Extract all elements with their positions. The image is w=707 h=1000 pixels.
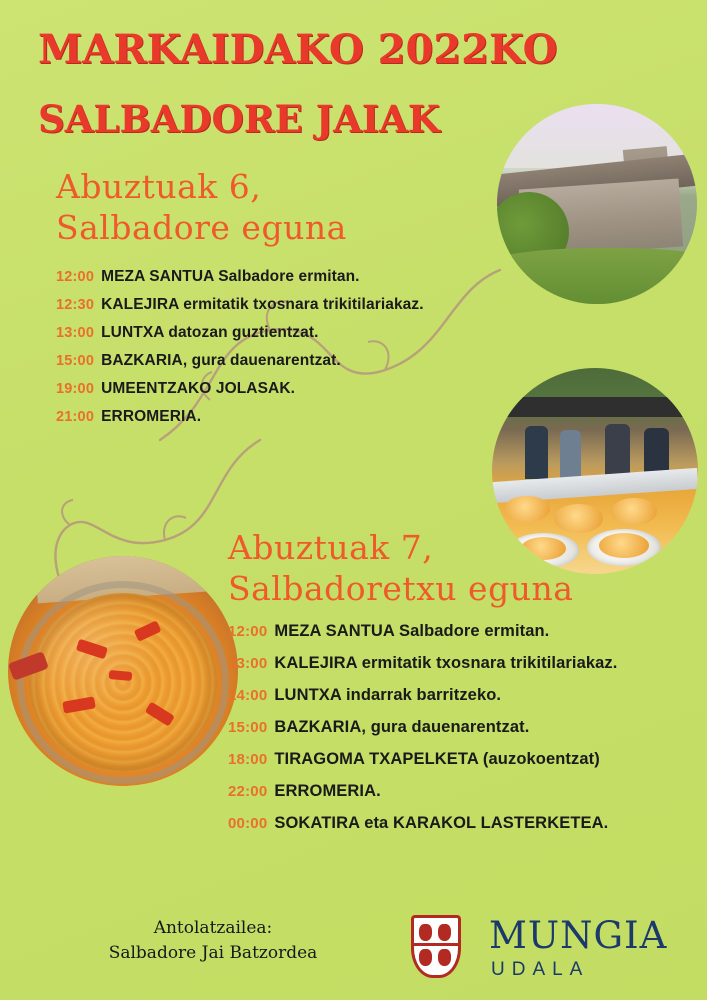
schedule-item: [56, 352, 496, 370]
page-title: MARKAIDAKO 2022KO: [38, 26, 558, 73]
schedule-item: [56, 380, 496, 398]
schedule-item: [56, 408, 496, 426]
schedule-time: 21:00: [56, 409, 95, 425]
schedule-time: 18:00: [228, 751, 268, 768]
schedule-time: 13:00: [56, 325, 95, 341]
schedule-time: 00:00: [228, 815, 268, 832]
schedule-time: 15:00: [228, 719, 268, 736]
day1-heading: [56, 166, 347, 249]
day2-heading: [228, 527, 573, 610]
day2-heading-line1: Abuztuak 7,: [228, 528, 434, 567]
organizer-name: Salbadore Jai Batzordea: [108, 942, 318, 963]
schedule-text: KALEJIRA ermitatik txosnara trikitilariakaz.: [101, 296, 424, 313]
day1-schedule: [56, 268, 496, 436]
day2-schedule: [228, 622, 678, 846]
schedule-time: 15:00: [56, 353, 95, 369]
schedule-item: [228, 814, 678, 833]
schedule-text: MEZA SANTUA Salbadore ermitan.: [274, 622, 550, 640]
schedule-item: [228, 686, 678, 705]
schedule-time: 13:00: [228, 655, 268, 672]
schedule-text: LUNTXA datozan guztientzat.: [101, 324, 319, 341]
schedule-time: 12:00: [228, 623, 268, 640]
brand-name: MUNGIA: [489, 914, 668, 957]
schedule-text: SOKATIRA eta KARAKOL LASTERKETEA.: [274, 814, 609, 832]
municipality-logo: [489, 914, 668, 981]
schedule-text: UMEENTZAKO JOLASAK.: [101, 380, 296, 397]
schedule-item: [56, 268, 496, 286]
schedule-text: BAZKARIA, gura dauenarentzat.: [274, 718, 530, 736]
schedule-text: MEZA SANTUA Salbadore ermitan.: [101, 268, 360, 285]
schedule-time: 22:00: [228, 783, 268, 800]
schedule-time: 19:00: [56, 381, 95, 397]
schedule-item: [228, 718, 678, 737]
schedule-item: [228, 750, 678, 769]
coat-of-arms-icon: [411, 915, 461, 978]
schedule-text: LUNTXA indarrak barritzeko.: [274, 686, 502, 704]
photo-hermitage: [497, 104, 697, 304]
day1-heading-line2: Salbadore eguna: [56, 208, 347, 248]
schedule-time: 12:00: [56, 269, 95, 285]
schedule-text: TIRAGOMA TXAPELKETA (auzokoentzat): [274, 750, 600, 768]
schedule-item: [228, 782, 678, 801]
schedule-time: 14:00: [228, 687, 268, 704]
organizer-label: Antolatzailea:: [153, 918, 273, 938]
schedule-text: KALEJIRA ermitatik txosnara trikitilariakaz.: [274, 654, 618, 672]
schedule-item: [56, 324, 496, 342]
schedule-item: [228, 622, 678, 641]
photo-paella: [8, 556, 238, 786]
schedule-text: BAZKARIA, gura dauenarentzat.: [101, 352, 341, 369]
schedule-text: ERROMERIA.: [101, 408, 202, 425]
organizer-credit: [88, 916, 338, 965]
schedule-time: 12:30: [56, 297, 95, 313]
day2-heading-line2: Salbadoretxu eguna: [228, 569, 574, 609]
schedule-item: [56, 296, 496, 314]
brand-subtitle: UDALA: [491, 959, 590, 980]
schedule-item: [228, 654, 678, 673]
page-subtitle: SALBADORE JAIAK: [38, 97, 440, 141]
day1-heading-line1: Abuztuak 6,: [56, 167, 262, 206]
schedule-text: ERROMERIA.: [274, 782, 381, 800]
